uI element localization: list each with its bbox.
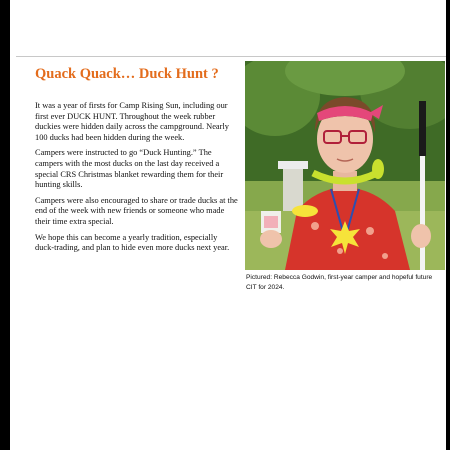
camper-photo (245, 61, 445, 270)
article-body (35, 101, 238, 259)
photo-caption: Pictured: Rebecca Godwin, first-year camper and hopeful future CIT for 2024. (246, 274, 433, 291)
page-edge-left (0, 0, 10, 450)
article-paragraph: We hope this can become a yearly tradition, especially duck-trading, and plan to hide even more ducks next year. (35, 232, 230, 253)
article-title: Quack Quack… Duck Hunt ? (35, 66, 219, 82)
article-paragraph: It was a year of firsts for Camp Rising Sun, including our first ever DUCK HUNT. Throughout the week rubber duckies were hidden daily across the campground. Nearly 100 ducks had been hidden during the week. (35, 101, 229, 142)
article-paragraph: Campers were instructed to go “Duck Hunting.” The campers with the most ducks on the last day received a special CRS Christmas blanket rewarding them for their hunting skills. (35, 148, 224, 190)
camper-photo-illustration (245, 61, 445, 270)
article-paragraph: Campers were also encouraged to share or trade ducks at the end of the week with new friends or someone who made their time extra special. (35, 195, 238, 226)
header-rule (16, 56, 446, 57)
page-edge-right (446, 0, 450, 450)
